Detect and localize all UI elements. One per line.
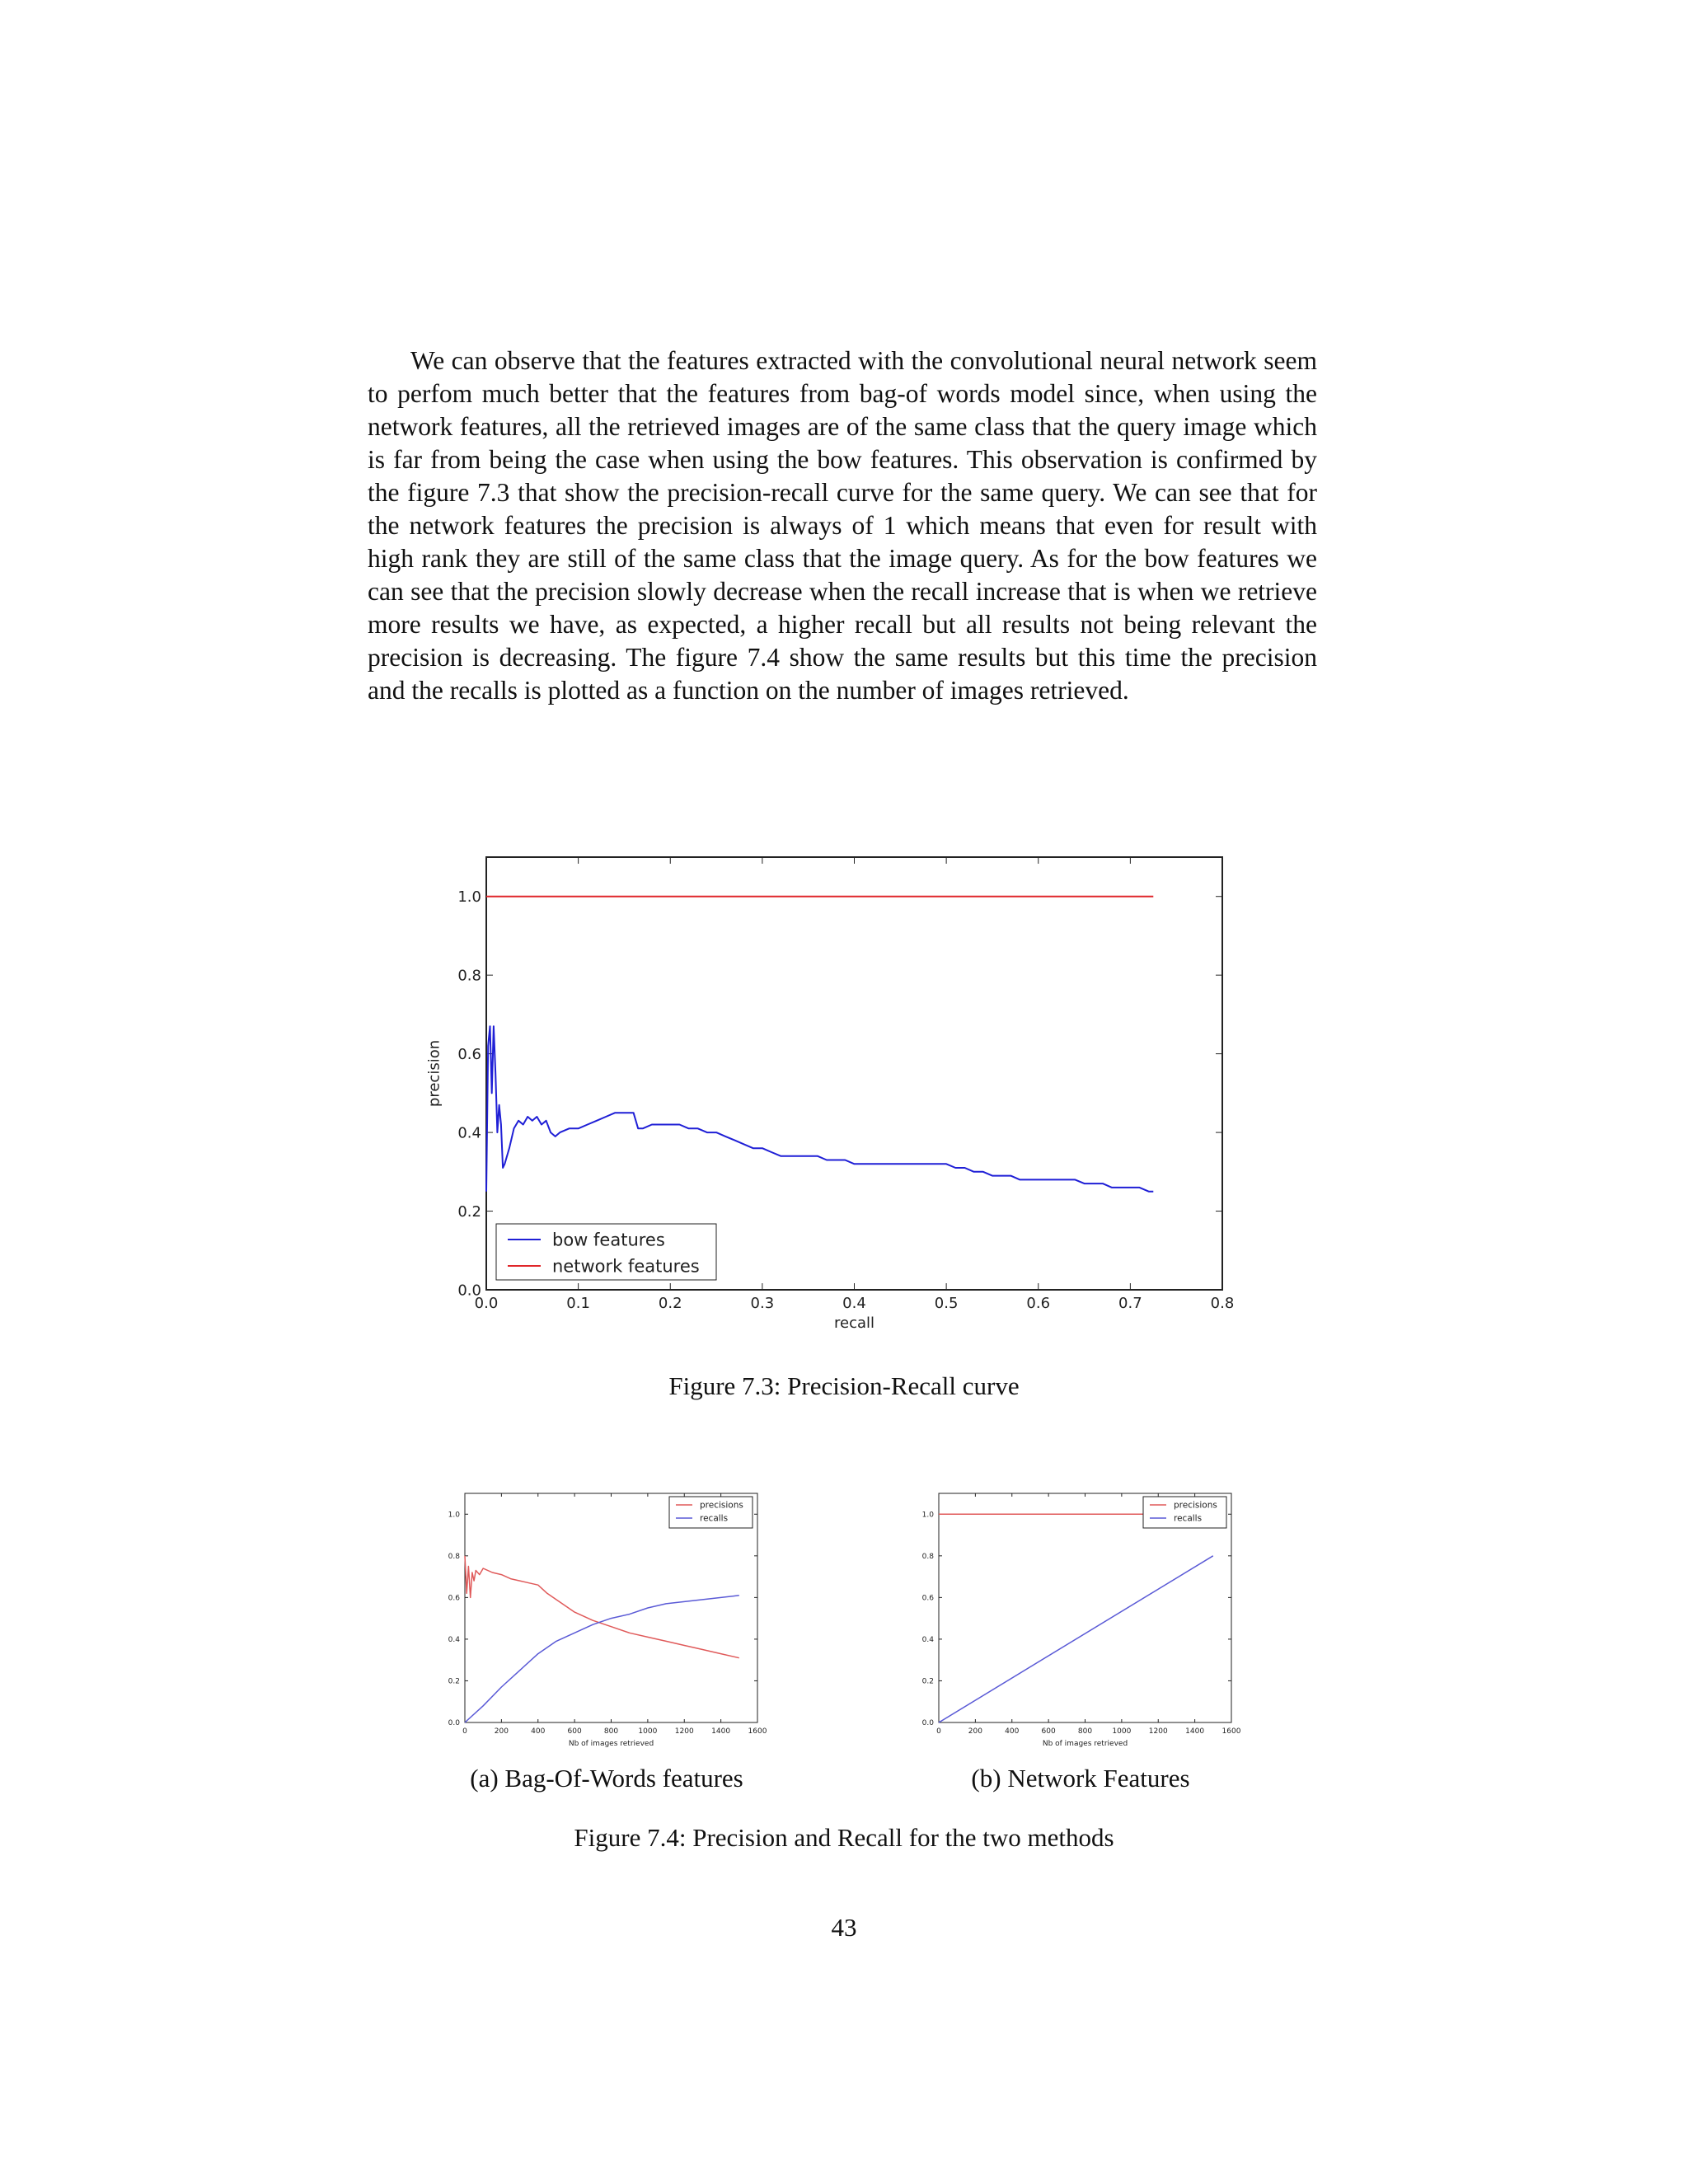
y-tick-label: 0.4 xyxy=(448,1636,460,1645)
y-tick-label: 0.8 xyxy=(448,1552,460,1561)
x-tick-label: 0.5 xyxy=(934,1295,959,1312)
x-tick-label: 400 xyxy=(531,1727,546,1736)
x-tick-label: 0.6 xyxy=(1026,1295,1051,1312)
x-tick-label: 0.0 xyxy=(474,1295,499,1312)
x-tick-label: 1200 xyxy=(674,1727,694,1736)
y-tick-label: 0.2 xyxy=(457,1202,481,1221)
legend-label: recalls xyxy=(700,1513,729,1524)
x-tick-label: 600 xyxy=(1041,1727,1056,1736)
y-tick-label: 0.2 xyxy=(921,1677,934,1686)
bow-precision-recall-chart xyxy=(437,1483,775,1747)
x-tick-label: 0.7 xyxy=(1118,1295,1142,1312)
x-tick-label: 0.4 xyxy=(842,1295,866,1312)
y-tick-label: 0.4 xyxy=(457,1124,481,1142)
y-axis-label: precision xyxy=(425,1039,443,1108)
legend-label: recalls xyxy=(1174,1513,1203,1524)
x-tick-label: 600 xyxy=(567,1727,582,1736)
subfig-b-caption: (b) Network Features xyxy=(971,1764,1190,1793)
x-tick-label: 200 xyxy=(968,1727,982,1736)
figure-7-3-caption: Figure 7.3: Precision-Recall curve xyxy=(668,1371,1020,1400)
subfig-a-caption: (a) Bag-Of-Words features xyxy=(470,1764,743,1793)
x-tick-label: 0.8 xyxy=(1210,1295,1235,1312)
x-axis-label: recall xyxy=(833,1315,875,1332)
x-tick-label: 0.1 xyxy=(566,1295,590,1312)
legend-label: bow features xyxy=(552,1230,665,1250)
y-tick-label: 0.4 xyxy=(921,1636,934,1645)
body-paragraph: We can observe that the features extracted with the convolutional neural network seem to perfom much better that the features from bag-of words model since, when using the network features, all the retrieved images are of the same class that the query image which is far from being the case when using the bow features. This observation is confirmed by the figure 7.3 that show the precision-recall curve for the same query. We can see that for the network features the precision is always of 1 which means that even for result with high rank they are still of the same class that the image query. As for the bow features we can see that the precision slowly decrease when the recall increase that is when we retrieve more results we have, as expected, a higher recall but all results not being relevant the precision is decreasing. The figure 7.4 show the same results but this time the precision and the recalls is plotted as a function on the number of images retrieved. xyxy=(368,346,1317,705)
x-axis-label: Nb of images retrieved xyxy=(568,1740,654,1748)
x-tick-label: 0 xyxy=(462,1727,467,1736)
y-tick-label: 0.8 xyxy=(457,967,481,985)
x-tick-label: 1200 xyxy=(1148,1727,1168,1736)
x-tick-label: 0.2 xyxy=(658,1295,682,1312)
y-tick-label: 0.6 xyxy=(921,1594,934,1603)
x-tick-label: 1400 xyxy=(1185,1727,1205,1736)
x-tick-label: 200 xyxy=(494,1727,509,1736)
x-axis-label: Nb of images retrieved xyxy=(1042,1740,1128,1748)
legend-label: precisions xyxy=(700,1500,743,1511)
x-tick-label: 400 xyxy=(1005,1727,1020,1736)
y-tick-label: 1.0 xyxy=(448,1511,460,1520)
x-tick-label: 1600 xyxy=(1221,1727,1241,1736)
page-number: 43 xyxy=(831,1913,857,1942)
x-tick-label: 800 xyxy=(603,1727,619,1736)
y-tick-label: 0.8 xyxy=(921,1552,934,1561)
x-tick-label: 1400 xyxy=(711,1727,731,1736)
y-tick-label: 0.0 xyxy=(921,1719,934,1728)
x-tick-label: 1000 xyxy=(1112,1727,1132,1736)
x-tick-label: 0 xyxy=(936,1727,941,1736)
x-tick-label: 1000 xyxy=(638,1727,658,1736)
x-tick-label: 1600 xyxy=(748,1727,767,1736)
legend-label: network features xyxy=(552,1256,700,1277)
y-tick-label: 0.0 xyxy=(457,1282,481,1300)
precision-recall-chart xyxy=(425,849,1236,1343)
figure-7-4-caption: Figure 7.4: Precision and Recall for the two methods xyxy=(574,1823,1114,1852)
y-tick-label: 0.6 xyxy=(448,1594,460,1603)
y-tick-label: 0.2 xyxy=(448,1677,460,1686)
x-tick-label: 800 xyxy=(1077,1727,1093,1736)
y-tick-label: 1.0 xyxy=(921,1511,934,1520)
legend-label: precisions xyxy=(1174,1500,1217,1511)
y-tick-label: 0.0 xyxy=(448,1719,460,1728)
x-tick-label: 0.3 xyxy=(750,1295,775,1312)
y-tick-label: 0.6 xyxy=(457,1045,481,1063)
network-precision-recall-chart xyxy=(911,1483,1249,1747)
y-tick-label: 1.0 xyxy=(457,888,481,907)
